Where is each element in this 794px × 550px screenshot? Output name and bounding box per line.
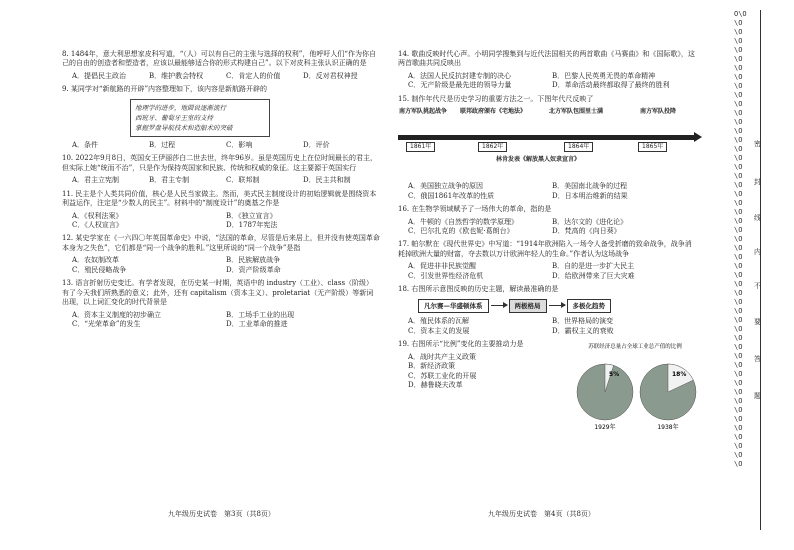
- option-b[interactable]: B．达尔文的《进化论》: [552, 217, 628, 226]
- timeline: [398, 108, 696, 178]
- option-d[interactable]: D．1787年宪法: [226, 221, 278, 229]
- note-line: 西班牙、葡萄牙王室的支持: [135, 113, 213, 122]
- question-15: [398, 95, 696, 201]
- question-18: [398, 285, 696, 336]
- seal-notice-char: 答: [754, 355, 761, 363]
- option-c[interactable]: C．殖民侵略战争: [72, 265, 127, 274]
- option-c[interactable]: C．俄国1861年改革的性质: [408, 191, 495, 200]
- timeline-event: 南方军队投降: [639, 108, 676, 116]
- question-stem: 10. 2022年9月8日，英国女王伊丽莎白二世去世，终年96岁。虽是英国历史上在位时间最长的君主，但实际上她“统而不治”，只是作为保持英国家和民族、传统和权威的象征。这主要源于英国实行: [62, 154, 377, 172]
- option-c[interactable]: C．肯定人的价值: [226, 71, 281, 80]
- timeline-year: 1865年: [638, 142, 667, 152]
- options: [72, 176, 380, 185]
- question-stem: 17. 帕尔默在《现代世界史》中写道：“1914年欧洲陷入一场令人备受折磨的致命战争，战争消耗掉欧洲大量的财富，夺去数以万计欧洲年轻人的生命。”作者认为这场战争: [398, 240, 692, 258]
- question-8: [62, 50, 380, 81]
- option-a[interactable]: A．殖民体系的瓦解: [408, 317, 470, 326]
- option-b[interactable]: B．《独立宣言》: [226, 211, 277, 220]
- option-d[interactable]: D．工业革命的推进: [226, 319, 288, 328]
- option-b[interactable]: B．维护教会特权: [149, 71, 204, 80]
- page-3-column: [62, 50, 380, 333]
- timeline-event: 林肯发表《解放黑人奴隶宣言》: [495, 156, 580, 164]
- option-c[interactable]: C．苏联工业化的开展: [408, 371, 477, 380]
- arrow-right-icon: [694, 132, 702, 142]
- timeline-axis: [398, 135, 696, 140]
- flow-box: 凡尔赛—华盛顿体系: [418, 299, 489, 314]
- notes-box: [130, 99, 270, 137]
- options: [72, 311, 380, 330]
- option-d[interactable]: D．革命活动最终都取得了最终的胜利: [552, 81, 670, 90]
- question-stem: 13. 语言折射历史变迁。有学者发现，在历史某一时期，英语中的 industry（工业）、class（阶级）有了今天我们所熟悉的意义；此外，还有 capitalism（资本主义）、proletariat（无产阶级）等新词出现，以上词汇变化的时代背景是: [62, 279, 374, 307]
- option-c[interactable]: C．“光荣革命”的发生: [72, 319, 141, 328]
- seal-notice-char: 要: [754, 318, 761, 326]
- option-d[interactable]: D．给欧洲带来了巨大灾难: [552, 271, 635, 280]
- question-stem: 15. 制作年代尺是历史学习的重要方法之一。下图年代尺反映了: [398, 94, 594, 103]
- question-17: [398, 240, 696, 281]
- timeline-event: 北方军队包围里士满: [548, 108, 603, 116]
- question-10: [62, 154, 380, 185]
- option-d[interactable]: D．梵高的《向日葵》: [552, 226, 621, 235]
- question-11: [62, 190, 380, 231]
- margin-line: [760, 10, 761, 530]
- seal-notice-char: 密: [754, 140, 761, 148]
- arrow-right-icon: [491, 305, 507, 306]
- option-a[interactable]: A．农奴制改革: [72, 256, 120, 265]
- question-stem: 18. 右图所示意图反映的历史主题，解读最准确的是: [398, 285, 559, 294]
- option-a[interactable]: A．法国人民反抗封建专制的决心: [408, 71, 512, 80]
- option-b[interactable]: B．美国南北战争的过程: [552, 182, 628, 191]
- question-19: [398, 340, 696, 432]
- option-b[interactable]: B．过程: [149, 140, 176, 149]
- option-a[interactable]: A．战时共产主义政策: [408, 352, 477, 361]
- arrow-right-icon: [549, 305, 565, 306]
- option-c[interactable]: C．影响: [226, 140, 253, 149]
- option-a[interactable]: A．提倡民主政治: [72, 71, 127, 80]
- option-a[interactable]: A．《权利法案》: [72, 211, 123, 220]
- option-d[interactable]: D．反对君权神授: [303, 71, 358, 80]
- option-a[interactable]: A．美国独立战争的原因: [408, 182, 484, 191]
- pie-year-label: 1929年: [594, 424, 616, 432]
- question-16: [398, 205, 696, 236]
- option-c[interactable]: C．资本主义的发展: [408, 326, 470, 335]
- option-a[interactable]: A．条件: [72, 140, 99, 149]
- option-c[interactable]: C．无产阶级是最先进的领导力量: [408, 81, 512, 90]
- option-b[interactable]: B．工场手工业的出现: [226, 310, 295, 319]
- option-a[interactable]: A．资本主义制度的初步确立: [72, 310, 162, 319]
- timeline-event: 联邦政府颁布《宅地法》: [459, 108, 526, 116]
- seal-notice-char: 不: [754, 282, 761, 290]
- question-12: [62, 234, 380, 275]
- question-stem: 9. 某同学对“新航路的开辟”内容整理如下，该内容是新航路开辟的: [62, 85, 268, 94]
- seal-notice-char: 封: [754, 178, 761, 186]
- timeline-year: 1864年: [564, 142, 593, 152]
- timeline-year: 1862年: [478, 142, 507, 152]
- options: [408, 317, 696, 336]
- option-b[interactable]: B．新经济政策: [408, 362, 456, 371]
- option-a[interactable]: A．牛顿的《自然哲学的数学原理》: [408, 217, 519, 226]
- question-stem: 16. 在生物学领域赋予了一场伟大的革命，指的是: [398, 205, 552, 214]
- pie-data-label: 18%: [672, 371, 687, 379]
- pie-data-label: 5%: [609, 371, 620, 379]
- note-line: 掌握罗盘导航技术和造船术的突破: [135, 123, 233, 132]
- option-d[interactable]: D．资产阶级革命: [226, 265, 281, 274]
- option-d[interactable]: D．民主共和制: [303, 176, 351, 185]
- option-d[interactable]: D．评价: [303, 140, 330, 149]
- options: [408, 353, 558, 391]
- option-b[interactable]: B．世界格局的演变: [552, 317, 614, 326]
- pie-year-label: 1938年: [657, 424, 679, 432]
- timeline-event: 南方军队挑起战争: [398, 108, 447, 116]
- question-13: [62, 279, 380, 329]
- option-b[interactable]: B．君主专制: [149, 176, 190, 185]
- option-b[interactable]: B．民族解放战争: [226, 256, 281, 265]
- seal-notice-char: 内: [754, 248, 761, 256]
- page-footer: 九年级历史试卷 第3页（共8页）: [168, 510, 275, 518]
- option-a[interactable]: A．促进非非民族觉醒: [408, 262, 477, 271]
- options: [72, 141, 380, 150]
- timeline-year: 1861年: [406, 142, 435, 152]
- option-c[interactable]: C．联邦制: [226, 176, 260, 185]
- option-c[interactable]: C．《人权宣言》: [72, 221, 123, 229]
- flow-box: 两极格局: [509, 299, 547, 314]
- question-stem: 8. 1484年，意大利思想家皮科写道，“（人）可以有自己的主张与选择的权利”，他呼吁人们“作为你自己的自由的创造者和塑造者，应该以最能够适合你的形式构建自己”。以下对皮科主张认识正确的是: [62, 50, 376, 68]
- question-stem: 14. 歌曲反映时代心声。小明同学搜集到与近代法国相关的两首歌曲《马赛曲》和《国际歌》，这两首歌曲共同反映出: [398, 50, 695, 68]
- options: [408, 182, 696, 201]
- binding-margin: O\O\O\O\O\O\O\O\O\O\O\O\O\O\O\O\O\O\O\O\O\O\O\O\O\O\O\O\O\O\O\O\O\O\O\O\O\O\O\O\O\O\O\O\O\O\O\O\O\O\O\O: [734, 10, 747, 468]
- seal-notice-char: 题: [754, 392, 761, 400]
- question-14: [398, 50, 696, 91]
- page-4-column: [398, 50, 696, 432]
- page-footer: 九年级历史试卷 第4页（共8页）: [488, 510, 595, 518]
- options: [408, 72, 696, 91]
- options: [72, 212, 380, 231]
- note-line: 地理学的进步，地圆说逐渐流行: [135, 103, 226, 112]
- options: [72, 256, 380, 275]
- options: [408, 218, 696, 237]
- pie-chart: [568, 340, 703, 440]
- seal-notice-char: 线: [754, 214, 761, 222]
- options: [72, 72, 380, 81]
- option-d[interactable]: D．日本明治维新的结果: [552, 191, 628, 200]
- option-d[interactable]: D．霸权主义的衰败: [552, 326, 614, 335]
- option-a[interactable]: A．君主立宪制: [72, 176, 120, 185]
- flow-diagram: [418, 299, 696, 314]
- option-c[interactable]: C．引发世界性经济危机: [408, 271, 484, 280]
- option-b[interactable]: B．巴黎人民英勇无畏的革命精神: [552, 71, 656, 80]
- question-stem: 19. 右图所示“比例”变化的主要推动力是: [398, 340, 524, 349]
- option-c[interactable]: C．巴尔扎克的《欧也妮·葛朗台》: [408, 226, 514, 235]
- options: [408, 262, 696, 281]
- option-d[interactable]: D．赫鲁晓夫改革: [408, 380, 463, 389]
- question-stem: 11. 民主是个人类共同价值，核心是人民当家做主。然而，美式民主制度设计的初始逻辑就是围绕资本利益运作，注定是“少数人的民主”。材料中的“制度设计”的奠基之作是: [62, 189, 377, 208]
- flow-box: 多极化趋势: [567, 299, 612, 314]
- question-stem: 12. 某史学家在《一六四〇年英国革命史》中说，“法国的革命，尽管是后来居上，但并没有使英国革命本身为之失色”，它们都是“同一个战争的胜利。”这里所说的“同一个战争”是指: [62, 234, 380, 252]
- option-b[interactable]: B．自的是进一步扩大民主: [552, 262, 635, 271]
- chart-title: 苏联经济总量占全球工业总产值的比例: [588, 344, 682, 351]
- question-9: [62, 85, 380, 150]
